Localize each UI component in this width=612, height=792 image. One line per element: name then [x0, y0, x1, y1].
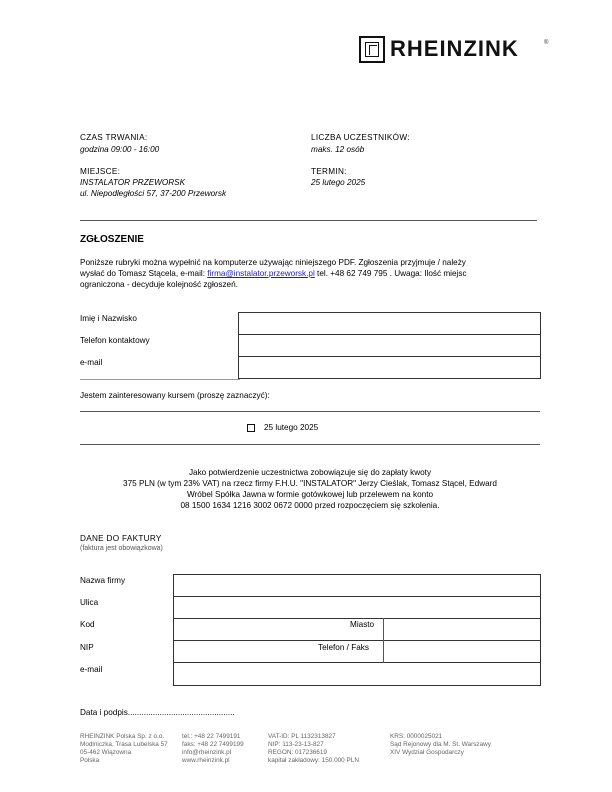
duration-value: godzina 09:00 - 16:00 [80, 145, 160, 154]
footer-text: www.rheinzink.pl [182, 757, 230, 764]
nip-label: NIP [80, 643, 94, 652]
code-label: Kod [80, 620, 95, 629]
brand-logo-text: RHEINZINK [390, 36, 519, 61]
place-line1: INSTALATOR PRZEWORSK [80, 178, 186, 187]
para-text: wysłać do Tomasz Stącela, e-mail: [80, 269, 208, 278]
invoice-email-input[interactable] [173, 662, 541, 686]
footer-text: VAT-ID: PL 1132313827 [268, 733, 336, 740]
course-option-label: 25 lutego 2025 [264, 423, 319, 432]
footer-text: Polska [80, 757, 100, 764]
footer-text: NIP: 113-23-13-827 [268, 741, 324, 748]
logo-mark-icon [359, 36, 385, 63]
email-input[interactable] [238, 356, 541, 379]
street-label: Ulica [80, 598, 99, 607]
email-label: e-mail [80, 358, 103, 367]
email-link[interactable]: firma@instalator.przeworsk.pl [207, 269, 315, 278]
footer-text: REGON: 017236619 [268, 749, 327, 756]
place-label: MIEJSCE: [80, 167, 121, 176]
registration-para-line3: ograniczona - decyduje kolejność zgłoszeń. [80, 280, 238, 289]
name-input[interactable] [238, 312, 541, 335]
payment-line3: Wróbel Spółka Jawna w formie gotówkowej lub przelewem na konto [186, 490, 434, 499]
duration-label: CZAS TRWANIA: [80, 133, 148, 142]
phone-input[interactable] [238, 334, 541, 357]
footer-contact [182, 733, 244, 765]
footer-tax [268, 733, 359, 765]
registered-mark: ® [544, 40, 549, 46]
invoice-email-label: e-mail [80, 665, 103, 674]
payment-line2: 375 PLN (w tym 23% VAT) na rzecz firmy F.H.U. "INSTALATOR" Jerzy Cieślak, Tomasz Stącel, Edward [123, 479, 497, 488]
para-text: tel. +48 62 749 795 . Uwaga: Ilość miejsc [314, 269, 467, 278]
registration-title: ZGŁOSZENIE [80, 234, 144, 245]
footer-text: RHEINZINK Polska Sp. z o.o. [80, 733, 165, 740]
participants-value: maks. 12 osób [311, 145, 365, 154]
payment-line1: Jako potwierdzenie uczestnictwa zobowiązuje się do zapłaty kwoty [188, 468, 432, 477]
divider [80, 411, 540, 412]
company-input[interactable] [173, 574, 541, 597]
company-label: Nazwa firmy [80, 576, 126, 585]
divider [80, 444, 540, 445]
footer-text: kapitał zakładowy: 150.000 PLN [268, 757, 359, 764]
footer-text: tel.: +48 22 7499191 [182, 733, 241, 740]
date-value: 25 lutego 2025 [311, 178, 366, 187]
footer-text: Sąd Rejonowy dla M. St. Warszawy [390, 741, 491, 748]
footer-text: KRS: 0000025021 [390, 733, 443, 740]
invoice-title: DANE DO FAKTURY [80, 534, 162, 543]
phone-label: Telefon kontaktowy [80, 336, 150, 345]
divider [383, 618, 384, 663]
place-line2: ul. Niepodległości 57, 37-200 Przeworsk [80, 189, 227, 198]
street-input[interactable] [173, 596, 541, 619]
divider [80, 220, 537, 221]
payment-line4: 08 1500 1634 1216 3002 0672 0000 przed rozpoczęciem się szkolenia. [180, 501, 440, 510]
footer-text: XIV Wydział Gospodarczy [390, 749, 464, 756]
invoice-subtitle: (faktura jest obowiązkowa) [80, 545, 163, 552]
registration-para-line1: Poniższe rubryki można wypełnić na komputerze używając niniejszego PDF. Zgłoszenia przyjmuje / należy [80, 258, 466, 267]
footer-text: Modlniczka, Trasa Lubelska 57 [80, 741, 168, 748]
footer-text: info@rheinzink.pl [182, 749, 232, 756]
footer-registry [390, 733, 491, 757]
registration-para-line2 [80, 269, 467, 280]
footer-company [80, 733, 168, 765]
phone-fax-label: Telefon / Faks [318, 643, 369, 652]
name-label: Imię i Nazwisko [80, 314, 137, 323]
course-label: Jestem zainteresowany kursem (proszę zaznaczyć): [80, 391, 270, 400]
signature-line: Data i podpis............................................... [80, 708, 235, 717]
divider [80, 379, 240, 380]
participants-label: LICZBA UCZESTNIKÓW: [311, 133, 410, 142]
footer-text: faks: +48 22 7499199 [182, 741, 244, 748]
city-label: Miasto [350, 620, 375, 629]
date-label: TERMIN: [311, 167, 347, 176]
footer-text: 05-462 Wiązowna [80, 749, 132, 756]
course-checkbox[interactable] [247, 424, 255, 432]
